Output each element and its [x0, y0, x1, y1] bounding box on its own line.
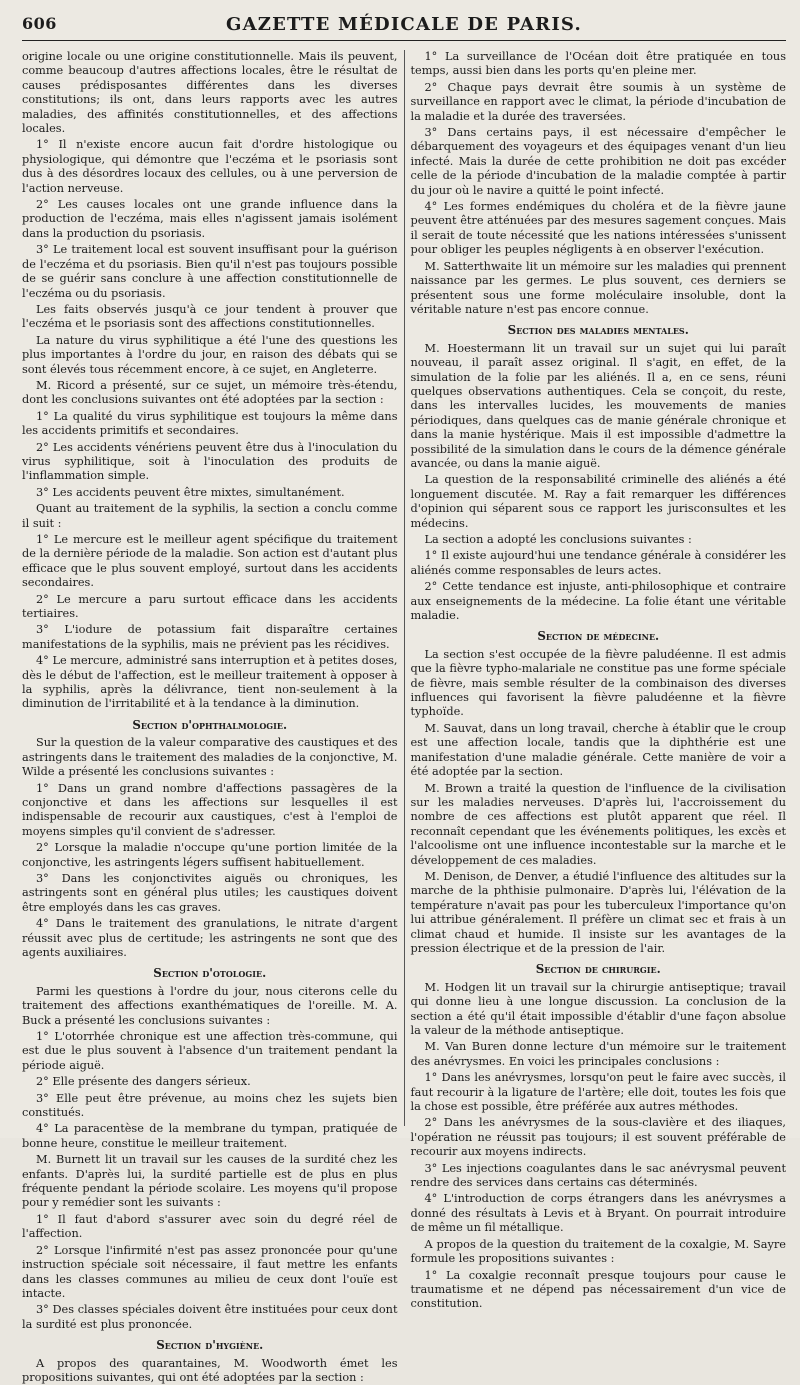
section-heading-medicine: Section de médecine. — [537, 629, 660, 644]
paragraph: 4° La paracentèse de la membrane du tympan, pratiquée de bonne heure, constitue le meilleur traitement. — [22, 1122, 398, 1150]
paragraph: 4° L'introduction de corps étrangers dans les anévrysmes a donné des résultats à Levis et à Bryant. On pourrait introduire de même un fil métallique. — [410, 1192, 786, 1235]
text-columns — [22, 50, 786, 1384]
paragraph: 3° Elle peut être prévenue, au moins chez les sujets bien constitués. — [22, 1091, 398, 1120]
paragraph: 1° Il faut d'abord s'assurer avec soin du degré réel de l'affection. — [22, 1212, 398, 1241]
journal-title: GAZETTE MÉDICALE DE PARIS. — [226, 14, 582, 35]
paragraph: 2° Elle présente des dangers sérieux. — [36, 1075, 251, 1089]
paragraph: M. Hoestermann lit un travail sur un sujet qui lui paraît nouveau, il paraît assez original. Il s'agit, en effet, de la simulation de la folie par les aliénés. Il a, en ce sens, réuni quelques observations authentiques. Cela se conçoit, du reste, dans les intervalles lucides, les mouvements de manies périodiques, dans quelques cas de manie générale chronique et dans la manie hystérique. Mais il est impossible d'admettre la possibilité de la simulation dans le cours de la démence générale avancée, ou dans la manie aiguë. — [410, 341, 786, 470]
page-number: 606 — [22, 14, 57, 33]
paragraph: 3° Les injections coagulantes dans le sac anévrysmal peuvent rendre des services dans certains cas déterminés. — [410, 1161, 786, 1190]
paragraph: 1° La surveillance de l'Océan doit être pratiquée en tous temps, aussi bien dans les ports qu'en pleine mer. — [410, 50, 786, 78]
paragraph: 3° Le traitement local est souvent insuffisant pour la guérison de l'eczéma et du psoriasis. Bien qu'il n'est pas toujours possible de se guérir sans conclure à une affection constitutionnelle de l'eczéma ou du psoriasis. — [22, 243, 398, 300]
paragraph: 1° La coxalgie reconnaît presque toujours pour cause le traumatisme et ne dépend pas nécessairement d'un vice de constitution. — [410, 1268, 786, 1311]
paragraph: 4° Le mercure, administré sans interruption et à petites doses, dès le début de l'affection, est le meilleur traitement à opposer à la syphilis, après la délivrance, tient non-seulement à la diminution de l'irritabilité et à la tendance à la diminution. — [22, 654, 398, 711]
paragraph: 3° Des classes spéciales doivent être instituées pour ceux dont la surdité est plus prononcée. — [22, 1303, 398, 1331]
paragraph: 1° Il n'existe encore aucun fait d'ordre histologique ou physiologique, qui démontre que l'eczéma et le psoriasis sont dus à des désordres locaux des cellules, ou à une perversion de l'action nerveuse. — [22, 138, 398, 195]
section-heading-surgery: Section de chirurgie. — [535, 962, 661, 977]
paragraph: A propos de la question du traitement de la coxalgie, M. Sayre formule les propositions suivantes : — [410, 1237, 786, 1266]
paragraph: M. Burnett lit un travail sur les causes de la surdité chez les enfants. D'après lui, la surdité partielle est de plus en plus fréquente pendant la période scolaire. Les moyens qu'il propose pour y remédier sont les suivants : — [22, 1153, 398, 1210]
paragraph: M. Denison, de Denver, a étudié l'influence des altitudes sur la marche de la phthisie pulmonaire. D'après lui, l'élévation de la température n'avait pas pour les tuberculeux l'importance qu'on lui attribue généralement. Il préfère un climat sec et frais à un climat chaud et humide. Il insiste sur les avantages de la pression électrique et de la pression de l'air. — [410, 869, 786, 955]
paragraph: La nature du virus syphilitique a été l'une des questions les plus importantes à l'ordre du jour, en raison des débats qui se sont élevés tous récemment encore, à ce sujet, en Angleterre. — [22, 333, 398, 376]
paragraph: M. Ricord a présenté, sur ce sujet, un mémoire très-étendu, dont les conclusions suivantes ont été adoptées par la section : — [22, 378, 398, 407]
paragraph: M. Van Buren donne lecture d'un mémoire sur le traitement des anévrysmes. En voici les principales conclusions : — [410, 1040, 786, 1068]
paragraph: Les faits observés jusqu'à ce jour tendent à prouver que l'eczéma et le psoriasis sont des affections constitutionnelles. — [22, 302, 398, 331]
paragraph: La section s'est occupée de la fièvre paludéenne. Il est admis que la fièvre typho-malariale ne constitue pas une forme spéciale de fièvre, mais semble résulter de la combinaison des diverses influences qui favorisent la fièvre paludéenne et la fièvre typhoïde. — [410, 647, 786, 719]
paragraph: Sur la question de la valeur comparative des caustiques et des astringents dans le traitement des maladies de la conjonctive, M. Wilde a présenté les conclusions suivantes : — [22, 736, 398, 779]
section-heading-mental-illness: Section des maladies mentales. — [507, 323, 689, 338]
paragraph: 3° L'iodure de potassium fait disparaître certaines manifestations de la syphilis, mais ne prévient pas les récidives. — [22, 623, 398, 651]
paragraph: 2° Les causes locales ont une grande influence dans la production de l'eczéma, mais elles n'agissent jamais isolément dans la production du psoriasis. — [22, 198, 398, 240]
paragraph: 2° Le mercure a paru surtout efficace dans les accidents tertiaires. — [22, 592, 398, 621]
paragraph: origine locale ou une origine constitutionnelle. Mais ils peuvent, comme beaucoup d'autres affections locales, être le résultat de causes prédisposantes différentes dans les diverses constitutions; ils ont, dans leurs rapports avec les autres maladies, des affinités constitutionnelles, et des affections locales. — [22, 50, 398, 136]
section-heading-ophthalmology: Section d'ophthalmologie. — [132, 717, 288, 732]
paragraph: Parmi les questions à l'ordre du jour, nous citerons celle du traitement des affections exanthématiques de l'oreille. M. A. Buck a présenté les conclusions suivantes : — [22, 984, 398, 1027]
paragraph: La section a adopté les conclusions suivantes : — [424, 533, 692, 546]
paragraph: M. Hodgen lit un travail sur la chirurgie antiseptique; travail qui donne lieu à une longue discussion. La conclusion de la section a été qu'il était impossible d'établir d'une façon absolue la valeur de la méthode antiseptique. — [410, 980, 786, 1037]
paragraph: 1° Dans les anévrysmes, lorsqu'on peut le faire avec succès, il faut recourir à la ligature de l'artère; elle doit, toutes les fois que la chose est possible, être préférée aux autres méthodes. — [410, 1071, 786, 1114]
paragraph: M. Satterthwaite lit un mémoire sur les maladies qui prennent naissance par les germes. Le plus souvent, ces derniers se présentent sous une forme moléculaire insoluble, dont la véritable nature n'est pas encore connue. — [410, 259, 786, 316]
paragraph: 3° Dans certains pays, il est nécessaire d'empêcher le débarquement des voyageurs et des équipages venant d'un lieu infecté. Mais la durée de cette prohibition ne doit pas excéder celle de la période d'incubation de la maladie comptée à partir du jour où le navire a quitté le point infecté. — [410, 126, 786, 197]
paragraph: 4° Dans le traitement des granulations, le nitrate d'argent réussit avec plus de certitude; les astringents ne sont que des agents auxiliaires. — [22, 917, 398, 959]
paragraph: 1° Dans un grand nombre d'affections passagères de la conjonctive et dans les affections sur lesquelles il est indispensable de recourir aux caustiques, c'est à l'emploi de moyens simples qu'il convient de s'adresser. — [22, 781, 398, 838]
paragraph: 1° Il existe aujourd'hui une tendance générale à considérer les aliénés comme responsables de leurs actes. — [410, 549, 786, 577]
paragraph: Quant au traitement de la syphilis, la section a conclu comme il suit : — [22, 502, 398, 530]
paragraph: 1° La qualité du virus syphilitique est toujours la même dans les accidents primitifs et secondaires. — [22, 409, 398, 438]
paragraph: M. Sauvat, dans un long travail, cherche à établir que le croup est une affection locale, tandis que la diphthérie est une manifestation d'une maladie générale. Cette manière de voir a été adoptée par la section. — [410, 721, 786, 779]
paragraph: 3° Dans les conjonctivites aiguës ou chroniques, les astringents sont en général plus utiles; les caustiques doivent être employés dans les cas graves. — [22, 871, 398, 914]
section-heading-hygiene: Section d'hygiène. — [156, 1338, 264, 1353]
right-column — [405, 50, 787, 1311]
paragraph: 2° Chaque pays devrait être soumis à un système de surveillance en rapport avec le climat, la période d'incubation de la maladie et la durée des traversées. — [410, 80, 786, 123]
section-heading-otology: Section d'otologie. — [153, 966, 267, 981]
paragraph: M. Brown a traité la question de l'influence de la civilisation sur les maladies nerveuses. D'après lui, l'accroissement du nombre de ces affections est plutôt apparent que réel. Il reconnaît cependant que les événements politiques, les excès et l'alcoolisme ont une influence incontestable sur la marche et le développement de ces maladies. — [410, 781, 786, 867]
paragraph: A propos des quarantaines, M. Woodworth émet les propositions suivantes, qui ont été adoptées par la section : — [22, 1356, 398, 1384]
left-column — [22, 50, 405, 1384]
paragraph: 4° Les formes endémiques du choléra et de la fièvre jaune peuvent être atténuées par des mesures sagement conçues. Mais il serait de toute nécessité que les nations intéressées s'unissent pour obliger les peuples négligents à en observer l'exécution. — [410, 200, 786, 257]
paragraph: 2° Dans les anévrysmes de la sous-clavière et des iliaques, l'opération ne réussit pas toujours; il est souvent préférable de recourir aux moyens indirects. — [410, 1116, 786, 1159]
paragraph: 2° Lorsque la maladie n'occupe qu'une portion limitée de la conjonctive, les astringents légers suffisent habituellement. — [22, 841, 398, 869]
paragraph: 1° Le mercure est le meilleur agent spécifique du traitement de la dernière période de la maladie. Son action est d'autant plus efficace que le plus souvent employé, surtout dans les accidents secondaires. — [22, 533, 398, 590]
paragraph: 2° Les accidents vénériens peuvent être dus à l'inoculation du virus syphilitique, soit à l'inoculation des produits de l'inflammation simple. — [22, 440, 398, 483]
paragraph: La question de la responsabilité criminelle des aliénés a été longuement discutée. M. Ray a fait remarquer les différences d'opinion qui séparent sous ce rapport les jurisconsultes et les médecins. — [410, 473, 786, 530]
paragraph: 2° Lorsque l'infirmité n'est pas assez prononcée pour qu'une instruction spéciale soit nécessaire, il faut mettre les enfants dans les classes communes au milieu de ceux dont l'ouïe est intacte. — [22, 1243, 398, 1300]
paragraph: 1° L'otorrhée chronique est une affection très-commune, qui est due le plus souvent à l'absence d'un traitement pendant la période aiguë. — [22, 1030, 398, 1072]
page-header — [22, 14, 786, 41]
paragraph: 3° Les accidents peuvent être mixtes, simultanément. — [36, 485, 345, 499]
paragraph: 2° Cette tendance est injuste, anti-philosophique et contraire aux enseignements de la médecine. La folie étant une véritable maladie. — [410, 580, 786, 623]
